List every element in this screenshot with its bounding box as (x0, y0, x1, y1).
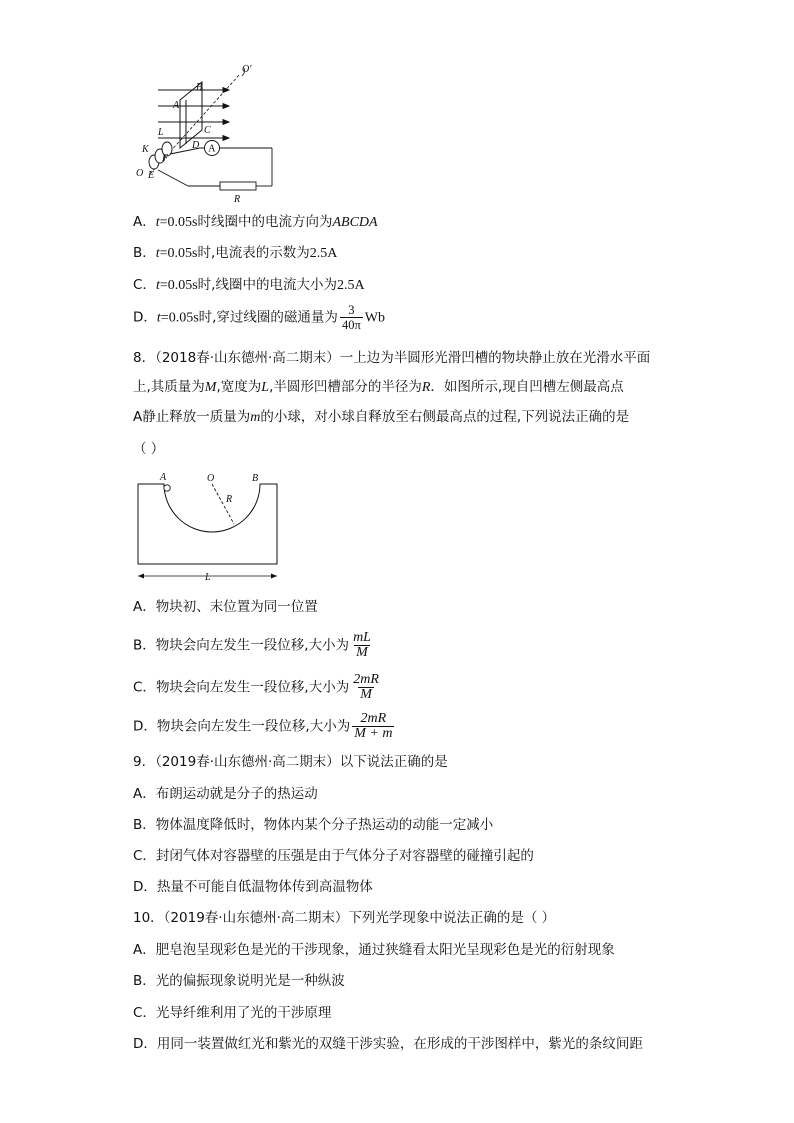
q9-stem: 9．（2019春·山东德州·高二期末）以下说法正确的是 (133, 754, 448, 770)
groove-block-figure (134, 472, 284, 584)
q7-d-fraction: $\frac{3}{40\pi}$ (341, 303, 361, 332)
q8-stem-line1: 8．（2018春·山东德州·高二期末）一上边为半圆形光滑凹槽的物块静止放在光滑水平面 (133, 350, 651, 366)
q9-option-a: A．布朗运动就是分子的热运动 (133, 786, 318, 802)
label-r: R (226, 494, 233, 505)
q7-option-b: B．t=0.05s时,电流表的示数为2.5A (133, 245, 338, 261)
q8-stem-line2: 上,其质量为M,宽度为L,半圆形凹槽部分的半径为R．如图所示,现自凹槽左侧最高点 (133, 379, 624, 395)
label-o: O (207, 473, 215, 484)
label-a: A (160, 472, 167, 483)
q8-option-a: A．物块初、末位置为同一位置 (133, 599, 318, 615)
label-o: O (136, 168, 144, 179)
q10-option-d: D．用同一装置做红光和紫光的双缝干涉实验，在形成的干涉图样中，紫光的条纹间距 (133, 1036, 643, 1052)
q7-option-a: A．t=0.05s时线圈中的电流方向为ABCDA (133, 214, 378, 230)
q8-answer-blank: （ ） (133, 441, 165, 457)
q8-d-fraction: $\frac{2mR}{M + m}$ (354, 711, 393, 741)
magnetic-field-lines (158, 88, 229, 141)
q10-stem: 10．（2019春·山东德州·高二期末）下列光学现象中说法正确的是（ ） (133, 910, 556, 926)
label-d: D (192, 140, 200, 151)
q8-option-d: D．物块会向左发生一段位移,大小为 $\frac{2mR}{M + m}$ (133, 711, 393, 741)
q10-option-a: A．肥皂泡呈现彩色是光的干涉现象，通过狭缝看太阳光呈现彩色是光的衍射现象 (133, 942, 615, 958)
slip-rings (149, 142, 172, 169)
label-l: L (205, 572, 211, 583)
label-k: K (142, 144, 149, 155)
coil-generator-figure (130, 62, 280, 207)
q8-c-fraction: $\frac{2mR}{M}$ (353, 672, 379, 702)
label-b: B (252, 473, 259, 484)
label-l: L (158, 127, 164, 138)
q10-option-c: C．光导纤维利用了光的干涉原理 (133, 1005, 332, 1021)
label-c: C (204, 125, 211, 136)
q9-option-d: D．热量不可能自低温物体传到高温物体 (133, 879, 373, 895)
label-b: B (196, 82, 203, 93)
label-a: A (173, 100, 180, 111)
q7-option-d: D．t=0.05s时,穿过线圈的磁通量为 $\frac{3}{40\pi}$ Wb (133, 303, 385, 332)
q8-b-fraction: $\frac{mL}{M}$ (353, 630, 371, 660)
q9-option-b: B．物体温度降低时，物体内某个分子热运动的动能一定减小 (133, 817, 494, 833)
q8-option-c: C．物块会向左发生一段位移,大小为 $\frac{2mR}{M}$ (133, 672, 379, 702)
label-o-prime: O′ (242, 64, 252, 75)
label-e: E (148, 170, 155, 181)
label-f: F (162, 153, 169, 164)
ammeter-label: A (208, 143, 216, 155)
q8-option-b: B．物块会向左发生一段位移,大小为 $\frac{mL}{M}$ (133, 630, 371, 660)
block-outline (138, 484, 277, 564)
label-r: R (234, 194, 241, 205)
ball (164, 485, 170, 491)
q8-stem-line3: A静止释放一质量为m的小球，对小球自释放至右侧最高点的过程,下列说法正确的是 (133, 409, 630, 425)
q9-option-c: C．封闭气体对容器壁的压强是由于气体分子对容器壁的碰撞引起的 (133, 848, 534, 864)
q7-option-c: C．t=0.05s时,线圈中的电流大小为2.5A (133, 277, 365, 293)
resistor (220, 182, 256, 190)
q10-option-b: B．光的偏振现象说明光是一种纵波 (133, 973, 345, 989)
